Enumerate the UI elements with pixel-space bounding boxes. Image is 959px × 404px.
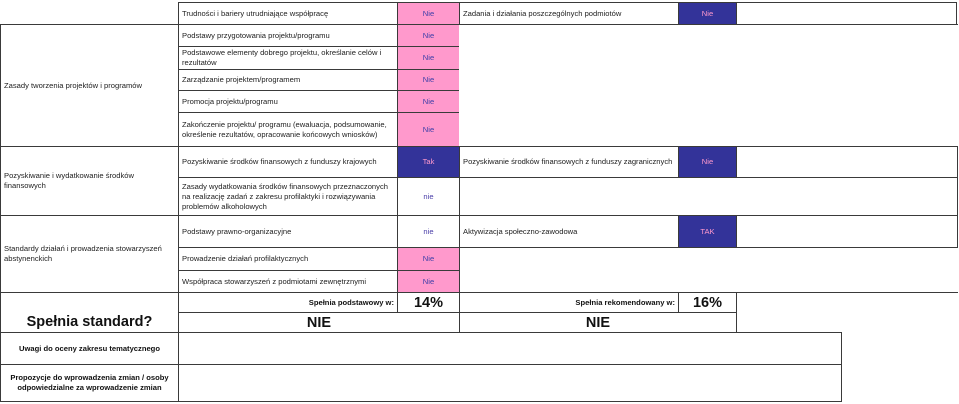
group-label-finanse: Pozyskiwanie i wydatkowanie środków finansowych (0, 146, 179, 216)
value-promocja: Nie (397, 90, 460, 113)
label-zakonczenie: Zakończenie projektu/ programu (ewaluacja, podsumowanie, określenie rezultatów, opracowanie końcowych wniosków) (178, 112, 398, 147)
value-zarzadzanie: Nie (397, 69, 460, 91)
empty-cell (736, 2, 957, 25)
rec-value: 16% (678, 292, 737, 313)
label-prawno: Podstawy prawno-organizacyjne (178, 215, 398, 248)
label-podstawy-projektu: Podstawy przygotowania projektu/programu (178, 24, 398, 47)
label-zadania: Zadania i działania poszczególnych podmiotów (459, 2, 679, 25)
value-aktywizacja: TAK (678, 215, 737, 248)
label-trudnosci: Trudności i bariery utrudniające współpracę (178, 2, 398, 25)
label-krajowe: Pozyskiwanie środków finansowych z funduszy krajowych (178, 146, 398, 178)
value-trudnosci: Nie (397, 2, 460, 25)
empty-cell (736, 146, 958, 178)
value-podstawy-projektu: Nie (397, 24, 460, 47)
label-zarzadzanie: Zarządzanie projektem/programem (178, 69, 398, 91)
standard-value-rec: NIE (459, 312, 737, 333)
empty-block (459, 24, 958, 147)
rec-label: Spełnia rekomendowany w: (459, 292, 679, 313)
standard-value-basic: NIE (178, 312, 460, 333)
standard-label: Spełnia standard? (0, 312, 179, 333)
label-promocja: Promocja projektu/programu (178, 90, 398, 113)
label-wspolpraca: Współpraca stowarzyszeń z podmiotami zewnętrznymi (178, 270, 398, 293)
group-label-projekty: Zasady tworzenia projektów i programów (0, 24, 179, 147)
notes-propozycje-label: Propozycje do wprowadzenia zmian / osoby odpowiedzialne za wprowadzenie zmian (0, 364, 179, 402)
notes-propozycje-field[interactable] (178, 364, 842, 402)
value-prawno: nie (397, 215, 460, 248)
label-elementy: Podstawowe elementy dobrego projektu, określanie celów i rezultatów (178, 46, 398, 70)
empty-block (459, 247, 958, 293)
empty-cell (736, 215, 958, 248)
value-profilaktyczne: Nie (397, 247, 460, 271)
notes-uwagi-label: Uwagi do oceny zakresu tematycznego (0, 332, 179, 365)
value-wydatkowanie: nie (397, 177, 460, 216)
empty-cell (0, 292, 179, 313)
label-aktywizacja: Aktywizacja społeczno-zawodowa (459, 215, 679, 248)
basic-label: Spełnia podstawowy w: (178, 292, 398, 313)
notes-uwagi-field[interactable] (178, 332, 842, 365)
basic-value: 14% (397, 292, 460, 313)
empty-cell (459, 177, 958, 216)
label-wydatkowanie: Zasady wydatkowania środków finansowych przeznaczonych na realizację zadań z zakresu profilaktyki i rozwiązywania problemów alkoholowych (178, 177, 398, 216)
label-zagraniczne: Pozyskiwanie środków finansowych z funduszy zagranicznych (459, 146, 679, 178)
group-label-standardy: Standardy działań i prowadzenia stowarzyszeń abstynenckich (0, 215, 179, 293)
value-wspolpraca: Nie (397, 270, 460, 293)
value-zagraniczne: Nie (678, 146, 737, 178)
value-zakonczenie: Nie (397, 112, 460, 147)
value-elementy: Nie (397, 46, 460, 70)
value-zadania: Nie (678, 2, 737, 25)
value-krajowe: Tak (397, 146, 460, 178)
label-profilaktyczne: Prowadzenie działań profilaktycznych (178, 247, 398, 271)
